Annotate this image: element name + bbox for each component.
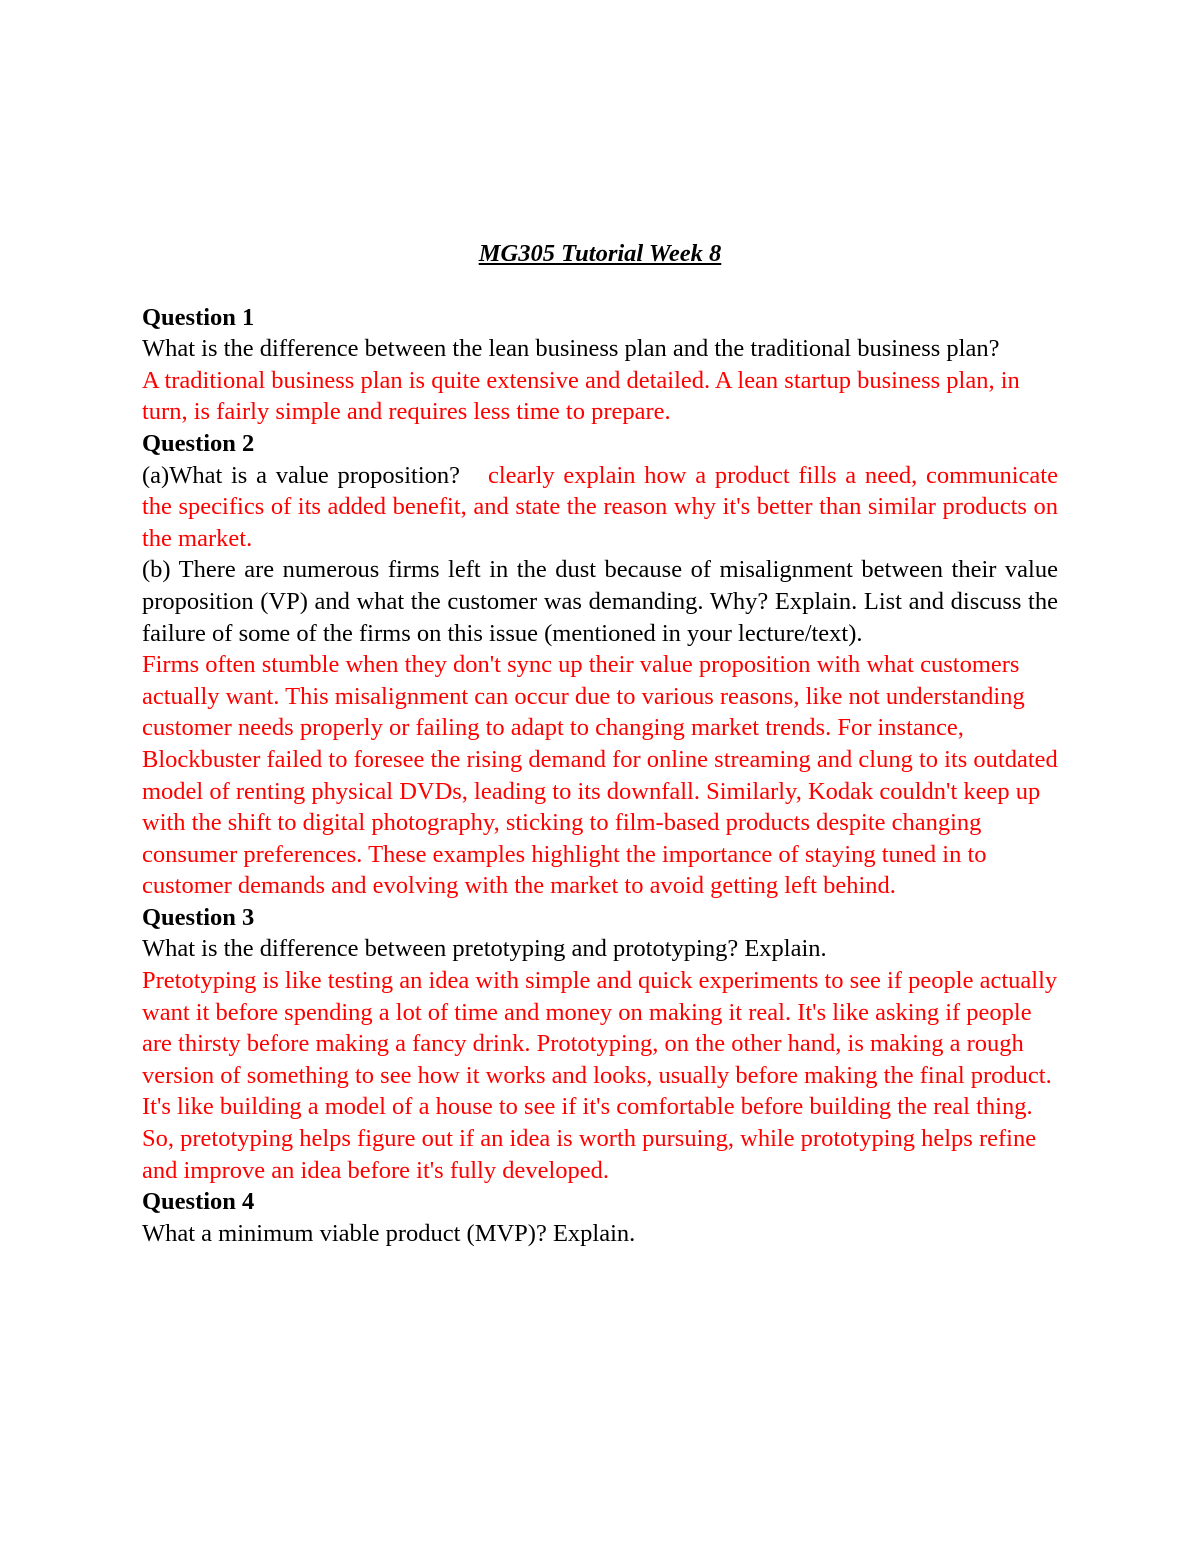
question-1-text: What is the difference between the lean business plan and the traditional business plan? [142,335,1000,363]
document-title: MG305 Tutorial Week 8 [478,240,722,267]
question-2b-answer: Firms often stumble when they don't sync up their value proposition with what customers actually want. This misalignment can occur due to various reasons, like not understanding customer needs properly or failing to adapt to changing market trends. For instance, Blockbuster failed to foresee the rising demand for online streaming and clung to its outdated model of renting physical DVDs, leading to its downfall. Similarly, Kodak couldn't keep up with the shift to digital photography, sticking to film-based products despite changing consumer preferences. These examples highlight the importance of staying tuned in to customer demands and evolving with the market to avoid getting left behind. [142,651,1058,900]
document-body [142,238,1058,1249]
question-3-heading: Question 3 [142,903,255,931]
question-2a-answer: clearly explain how a product fills a need, communicate the specifics of its added benefit, and state the reason why it's better than similar products on the market. [142,461,1058,552]
question-3-text: What is the difference between pretotyping and prototyping? Explain. [142,935,827,963]
question-2a-text: (a)What is a value proposition? [142,461,460,489]
question-2b-text: (b) There are numerous firms left in the dust because of misalignment between their value proposition (VP) and what the customer was demanding. Why? Explain. List and discuss the failure of some of the firms on this issue (mentioned in your lecture/text). [142,556,1058,647]
question-4-heading: Question 4 [142,1188,255,1216]
question-1-heading: Question 1 [142,303,255,331]
question-1-answer: A traditional business plan is quite extensive and detailed. A lean startup business plan, in turn, is fairly simple and requires less time to prepare. [142,366,1020,426]
question-2a-block [142,460,1058,555]
question-2-heading: Question 2 [142,429,255,457]
question-3-answer: Pretotyping is like testing an idea with simple and quick experiments to see if people actually want it before spending a lot of time and money on making it real. It's like asking if people are thirsty before making a fancy drink. Prototyping, on the other hand, is making a rough version of something to see how it works and looks, usually before making the final product. It's like building a model of a house to see if it's comfortable before building the real thing. So, pretotyping helps figure out if an idea is worth pursuing, while prototyping helps refine and improve an idea before it's fully developed. [142,967,1058,1184]
question-4-text: What a minimum viable product (MVP)? Explain. [142,1219,636,1247]
